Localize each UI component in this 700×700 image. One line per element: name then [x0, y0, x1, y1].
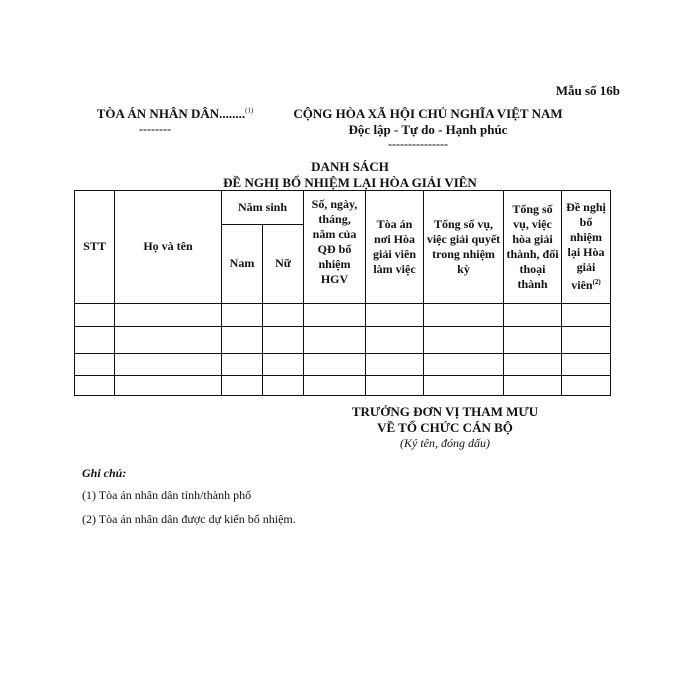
table-cell: [562, 303, 611, 326]
table-cell: [75, 303, 115, 326]
table-cell: [562, 326, 611, 353]
table-cell: [424, 326, 504, 353]
header-reappoint-marker: (2): [592, 278, 601, 287]
header-birth-year: Năm sinh: [222, 191, 304, 225]
table-cell: [222, 303, 263, 326]
header-male: Nam: [222, 225, 263, 303]
table-cell: [504, 375, 562, 395]
table-cell: [504, 353, 562, 375]
table-cell: [222, 375, 263, 395]
nation-title: CỘNG HÒA XÃ HỘI CHỦ NGHĨA VIỆT NAM: [293, 106, 563, 121]
table-cell: [115, 326, 222, 353]
table-cell: [562, 375, 611, 395]
header-decision: Số, ngày, tháng, năm của QĐ bổ nhiệm HGV: [304, 191, 366, 304]
table-cell: [366, 375, 424, 395]
table-row: [75, 353, 611, 375]
notes-heading: Ghi chú:: [82, 466, 127, 480]
table-row: [75, 303, 611, 326]
note-item-2: (2) Tòa án nhân dân được dự kiến bổ nhiệm.: [82, 512, 296, 526]
nation-header-divider: ---------------: [388, 137, 448, 151]
table-cell: [304, 375, 366, 395]
table-cell: [304, 303, 366, 326]
table-cell: [75, 326, 115, 353]
nation-motto: Độc lập - Tự do - Hạnh phúc: [348, 122, 508, 137]
table-cell: [263, 375, 304, 395]
table-cell: [222, 326, 263, 353]
table-cell: [366, 353, 424, 375]
court-header-divider: --------: [139, 122, 171, 136]
table-cell: [424, 375, 504, 395]
table-cell: [263, 303, 304, 326]
header-female: Nữ: [263, 225, 304, 303]
table-cell: [115, 375, 222, 395]
signature-title-line2: VỀ TỔ CHỨC CÁN BỘ: [377, 420, 513, 435]
table-cell: [504, 326, 562, 353]
table-row: [75, 326, 611, 353]
table-row: [75, 375, 611, 395]
table-cell: [504, 303, 562, 326]
table-cell: [304, 326, 366, 353]
signature-instruction: (Ký tên, đóng dấu): [400, 436, 490, 450]
header-stt: STT: [75, 191, 115, 304]
court-header: [80, 106, 270, 122]
table-cell: [222, 353, 263, 375]
table-cell: [263, 326, 304, 353]
court-name: TÒA ÁN NHÂN DÂN........: [96, 106, 246, 121]
document-title: DANH SÁCH: [311, 159, 389, 174]
form-number: Mẫu số 16b: [555, 83, 620, 98]
table-cell: [366, 326, 424, 353]
table-cell: [424, 353, 504, 375]
table-cell: [263, 353, 304, 375]
table-cell: [115, 353, 222, 375]
header-reappoint: [562, 191, 611, 304]
header-workplace: Tòa án nơi Hòa giải viên làm việc: [366, 191, 424, 304]
header-full-name: Họ và tên: [115, 191, 222, 304]
table-cell: [304, 353, 366, 375]
table-cell: [562, 353, 611, 375]
table-cell: [75, 375, 115, 395]
court-note-marker: (1): [245, 106, 254, 115]
note-item-1: (1) Tòa án nhân dân tỉnh/thành phố: [82, 488, 252, 502]
table-cell: [115, 303, 222, 326]
table-cell: [424, 303, 504, 326]
document-subtitle: ĐỀ NGHỊ BỔ NHIỆM LẠI HÒA GIẢI VIÊN: [223, 175, 477, 190]
header-reappoint-label: Đề nghị bổ nhiệm lại Hòa giải viên: [566, 200, 606, 293]
signature-title: TRƯỞNG ĐƠN VỊ THAM MƯU: [351, 404, 539, 419]
header-cases-total: Tổng số vụ, việc giải quyết trong nhiệm kỳ: [424, 191, 504, 304]
table-cell: [366, 303, 424, 326]
table-cell: [75, 353, 115, 375]
mediator-list-table: [74, 190, 611, 396]
header-cases-success: Tổng số vụ, việc hòa giải thành, đối thoại thành: [504, 191, 562, 304]
